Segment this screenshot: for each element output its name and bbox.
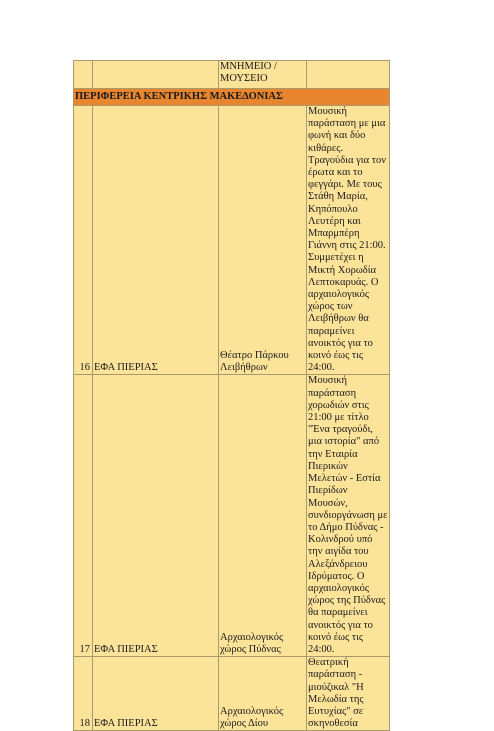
row-number: 16	[79, 362, 90, 374]
region-row	[74, 89, 390, 106]
site-cell[interactable]	[219, 106, 307, 375]
table-row	[74, 375, 390, 657]
ephorate-text: ΕΦΑ ΠΙΕΡΙΑΣ	[94, 718, 158, 730]
description-text: Θεατρική παράσταση - μιούζικαλ "Η Μελωδία της Ευτυχίας" σε σκηνοθεσία	[308, 657, 364, 730]
region-label: ΠΕΡΙΦΕΡΕΙΑ ΚΕΝΤΡΙΚΗΣ ΜΑΚΕΔΟΝΙΑΣ	[75, 90, 283, 102]
row-number: 17	[79, 643, 90, 655]
site-cell[interactable]	[219, 657, 307, 731]
description-text: Μουσική παράσταση χορωδιών στις 21:00 με τίτλο "Ένα τραγούδι, μια ιστορία" από την Εταιρία Πιερικών Μελετών - Εστία Πιερίδων Μουσών, συνδιοργάνωση με το Δήμο Πύδνας - Κολινδρού υπό την αιγίδα του Αλεξάνδρειου Ιδρύματος. Ο αρχαιολογικός χώρος της Πύδνας θα παραμείνει ανοικτός για το κοινό έως τις 24:00.	[308, 375, 388, 655]
ephorate-cell[interactable]	[93, 375, 219, 657]
description-cell[interactable]	[307, 106, 390, 375]
ephorate-text: ΕΦΑ ΠΙΕΡΙΑΣ	[94, 643, 158, 655]
site-text: Αρχαιολογικός χώρος Πύδνας	[220, 631, 284, 655]
region-cell[interactable]	[74, 89, 390, 106]
header-cell-site[interactable]	[219, 61, 307, 89]
table-row	[74, 657, 390, 731]
header-cell-num[interactable]	[74, 61, 93, 89]
ephorate-text: ΕΦΑ ΠΙΕΡΙΑΣ	[94, 362, 158, 374]
header-cell-description[interactable]	[307, 61, 390, 89]
site-text: Θέατρο Πάρκου Λειβήθρων	[220, 350, 289, 374]
row-number-cell[interactable]	[74, 657, 93, 731]
table-row	[74, 106, 390, 375]
ephorate-cell[interactable]	[93, 106, 219, 375]
row-number-cell[interactable]	[74, 375, 93, 657]
header-site-label: ΜΝΗΜΕΙΟ / ΜΟΥΣΕΙΟ	[220, 61, 277, 85]
row-number-cell[interactable]	[74, 106, 93, 375]
header-row	[74, 61, 390, 89]
description-cell[interactable]	[307, 375, 390, 657]
row-number: 18	[79, 718, 90, 730]
spreadsheet-table	[73, 60, 390, 731]
description-cell[interactable]	[307, 657, 390, 731]
site-text: Αρχαιολογικός χώρος Δίου	[220, 705, 284, 730]
header-cell-ephorate[interactable]	[93, 61, 219, 89]
site-cell[interactable]	[219, 375, 307, 657]
description-text: Μουσική παράσταση με μια φωνή και δύο κιθάρες. Τραγούδια για τον έρωτα και το φεγγάρι. Με τους Στάθη Μαρία, Κηπόπουλο Λευτέρη και Μπαρμπέρη Γιάννη στις 21:00. Συμμετέχει η Μικτή Χορωδία Λεπτοκαρυάς. Ο αρχαιολογικός χώρος των Λειβήθρων θα παραμείνει ανοικτός για το κοινό έως τις 24:00.	[308, 106, 386, 374]
ephorate-cell[interactable]	[93, 657, 219, 731]
